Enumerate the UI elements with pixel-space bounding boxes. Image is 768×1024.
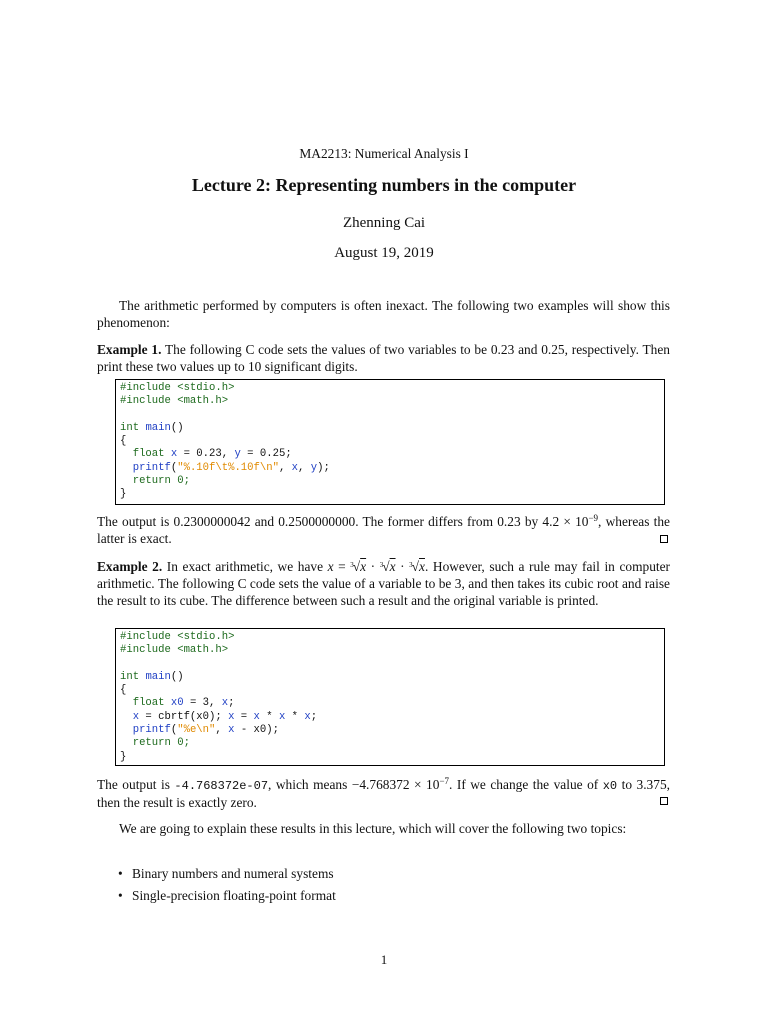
math-var: x (360, 559, 367, 574)
math-op: · (395, 559, 410, 574)
code-line: #include <stdio.h> (120, 631, 235, 643)
code-token: ; (228, 697, 235, 710)
code-token: return 0; (132, 475, 190, 488)
code-token: y (234, 448, 241, 461)
code-token: = 3, (183, 697, 222, 710)
code-token: = 0.23, (177, 448, 235, 461)
intro-paragraph: The arithmetic performed by computers is often inexact. The following two examples will show this phenomenon: (97, 298, 670, 330)
code-token: * (259, 710, 279, 723)
code-token: = 0.25; (240, 448, 292, 461)
code-token: = cbrtf(x0); (139, 710, 229, 723)
code-token: main (145, 670, 171, 683)
example2-result (97, 777, 670, 812)
code-token: printf (132, 724, 171, 737)
code-line: #include <stdio.h> (120, 382, 235, 394)
math-var: x (389, 559, 396, 574)
code-line (120, 475, 659, 488)
result-text: to 3.375, then the result is exactly zero. (97, 777, 670, 810)
code-token: int (120, 670, 140, 683)
code-token: , (215, 724, 229, 737)
code-line (120, 697, 659, 710)
author: Zhenning Cai (342, 215, 426, 231)
code-token: int (120, 421, 140, 434)
example2-code-block (115, 628, 665, 766)
code-line (120, 422, 659, 435)
code-token: x (291, 461, 299, 474)
code-line (120, 462, 659, 475)
code-token: , (298, 461, 311, 474)
example2-text: . However, such a rule may fail in computer arithmetic. The following C code sets the value of a variable to be 3, and then takes its cubic root and raise the result to its cube. The difference between such a result and the original variable is printed. (97, 559, 671, 608)
code-line (120, 737, 659, 750)
code-token: = (234, 710, 254, 723)
course-title: MA2213: Numerical Analysis I (299, 146, 469, 161)
math-op: · (366, 559, 380, 574)
code-token: , (278, 461, 292, 474)
bullet-icon: • (118, 866, 123, 881)
code-token: float (132, 697, 165, 710)
list-item (118, 888, 336, 910)
code-token: main (145, 421, 171, 434)
code-line: } (120, 750, 127, 763)
code-line: { (120, 684, 127, 697)
list-item (118, 866, 336, 888)
result-text: , whereas the latter is exact. (97, 514, 670, 546)
code-token: x (304, 710, 311, 723)
topic-list (118, 866, 336, 910)
math-var: x (327, 559, 334, 574)
code-line (120, 671, 659, 684)
code-line (120, 448, 659, 461)
code-line (120, 724, 659, 737)
code-line-blank (120, 658, 659, 671)
code-token: () (170, 670, 184, 683)
code-token: x (228, 724, 235, 737)
root-index: 3 (350, 561, 354, 569)
cube-root: $^3$√x (379, 559, 396, 574)
example1-text: The following C code sets the values of two variables to be 0.23 and 0.25, respectively. Then print these two values up to 10 significant digits. (97, 342, 670, 374)
math-var: x (419, 559, 425, 574)
example1-code-block (115, 379, 665, 505)
code-token: - x0); (234, 724, 279, 737)
example2-paragraph (97, 557, 670, 609)
qed-square-icon (660, 535, 668, 543)
code-token: "%e\n" (177, 724, 216, 737)
code-token: ( (170, 461, 178, 474)
code-token: float (132, 448, 165, 461)
root-index: 3 (379, 561, 384, 569)
code-line: #include <math.h> (120, 644, 229, 657)
code-token: * (285, 710, 305, 723)
result-text: The output is (97, 777, 175, 792)
code-token: x (253, 710, 260, 723)
cube-root: $^3$√x (409, 559, 425, 574)
example2-text: In exact arithmetic, we have (166, 559, 328, 574)
list-item-text: Single-precision floating-point format (132, 888, 336, 903)
code-line (120, 711, 659, 724)
result-code: x0 (602, 779, 618, 793)
code-token: ); (317, 461, 330, 474)
result-text: The output is 0.2300000042 and 0.2500000000. The former differs from 0.23 by 4.2 × 10 (97, 514, 589, 529)
example1-label: Example 1. (97, 342, 162, 357)
qed-square-icon (660, 797, 668, 805)
result-exponent: −7 (439, 776, 450, 786)
code-token: x0 (170, 697, 184, 710)
code-token: x (170, 448, 178, 461)
lecture-title: Lecture 2: Representing numbers in the computer (191, 175, 577, 195)
cube-root: $^3$√x (350, 559, 367, 574)
root-index: 3 (409, 561, 413, 569)
code-token: printf (132, 461, 171, 474)
code-token: () (170, 421, 184, 434)
closing-paragraph: We are going to explain these results in this lecture, which will cover the following two topics: (119, 821, 627, 836)
result-code: -4.768372e-07 (174, 779, 269, 793)
code-token: ( (170, 724, 178, 737)
example1-result (97, 514, 670, 548)
code-token: x (221, 697, 229, 710)
code-token: ; (310, 710, 318, 723)
page-number: 1 (380, 952, 388, 967)
code-token: x (132, 710, 140, 723)
code-token: "%.10f\t%.10f\n" (177, 461, 279, 474)
code-line: #include <math.h> (120, 395, 229, 408)
code-line: } (120, 488, 127, 501)
code-line: { (120, 435, 127, 448)
example1-paragraph (97, 342, 670, 376)
result-text: . If we change the value of (449, 777, 603, 792)
example2-label: Example 2. (97, 559, 163, 574)
result-exponent: −9 (588, 513, 599, 523)
code-token: x (278, 710, 286, 723)
code-token: y (310, 461, 318, 474)
result-text: , which means −4.768372 × 10 (268, 777, 440, 792)
code-token: return 0; (132, 737, 190, 750)
code-line-blank (120, 409, 659, 422)
date: August 19, 2019 (334, 245, 434, 261)
math-op: = (333, 559, 351, 574)
code-token: x (228, 710, 235, 723)
list-item-text: Binary numbers and numeral systems (132, 866, 334, 881)
bullet-icon: • (118, 888, 123, 903)
